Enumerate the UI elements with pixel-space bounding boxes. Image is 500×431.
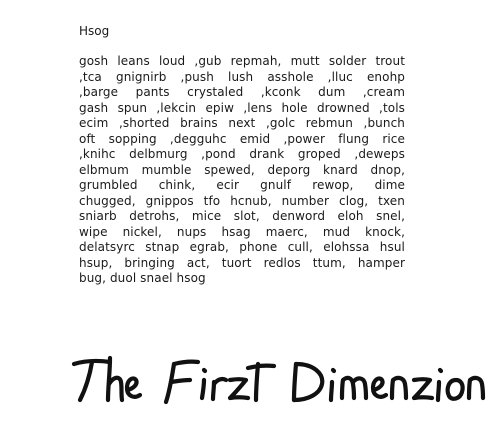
poem-line: ,knihc delbmurg ,pond drank groped ,deweps	[79, 147, 405, 161]
handwritten-glyph	[127, 378, 140, 396]
poem-line: gash spun ,lekcin epiw ,lens hole drowned ,tols	[79, 100, 405, 115]
handwritten-glyph	[333, 370, 334, 371]
poem-line: gosh leans loud ,gub repmah, mutt solder trout	[79, 54, 405, 68]
poem-line: chugged, gnippos tfo hcnub, number clog, txen	[79, 193, 405, 208]
handwritten-glyph	[373, 378, 386, 396]
handwritten-glyph	[331, 382, 332, 400]
poem-body	[79, 54, 405, 287]
poem-line: sniarb detrohs, mice slot, denword eloh snel,	[79, 209, 405, 223]
handwritten-glyph	[109, 378, 122, 400]
handwritten-glyph	[171, 380, 190, 382]
poem-line: ecim ,shorted brains next ,golc rebmun ,bunch	[79, 116, 405, 130]
handwritten-glyph	[248, 366, 274, 368]
handwritten-glyph	[438, 382, 439, 400]
poem-line: delatsyrc stnap egrab, phone cull, elohssa hsul	[79, 240, 405, 254]
poem-line: ,barge pants crystaled ,kconk dum ,cream	[79, 85, 405, 99]
handwritten-glyph	[448, 380, 463, 399]
handwritten-glyph	[469, 378, 483, 398]
poem-line: oft sopping ,degguhc emid ,power flung rice	[79, 131, 405, 146]
handwritten-glyph	[294, 364, 296, 400]
poem-line: wipe nickel, nups hsag maerc, mud knock,	[79, 224, 405, 239]
handwritten-glyph	[256, 364, 258, 400]
poem-line: hsup, bringing act, tuort redlos ttum, hamper	[79, 255, 405, 270]
handwritten-glyph	[414, 379, 432, 398]
handwritten-glyph	[174, 362, 198, 364]
handwritten-glyph	[440, 370, 441, 371]
handwritten-glyph	[80, 362, 92, 400]
poem-line: bug, duol snael hsog	[79, 271, 206, 285]
handwritten-glyph	[294, 364, 322, 400]
handwritten-glyph	[108, 358, 110, 400]
handwritten-glyph	[392, 378, 406, 398]
poem-title: Hsog	[79, 24, 110, 38]
handwritten-title	[70, 350, 490, 412]
poem-line: ,tca gnignirb ,push lush asshole ,lluc enohp	[79, 69, 405, 84]
handwritten-glyph	[202, 380, 204, 398]
handwritten-glyph	[214, 379, 226, 384]
poem-line: elbmum mumble spewed, deporg knard dnop,	[79, 162, 405, 177]
handwritten-glyph	[204, 370, 205, 371]
poem-line: grumbled chink, ecir gnulf rewop, dime	[79, 178, 405, 192]
handwritten-glyph	[230, 379, 248, 398]
